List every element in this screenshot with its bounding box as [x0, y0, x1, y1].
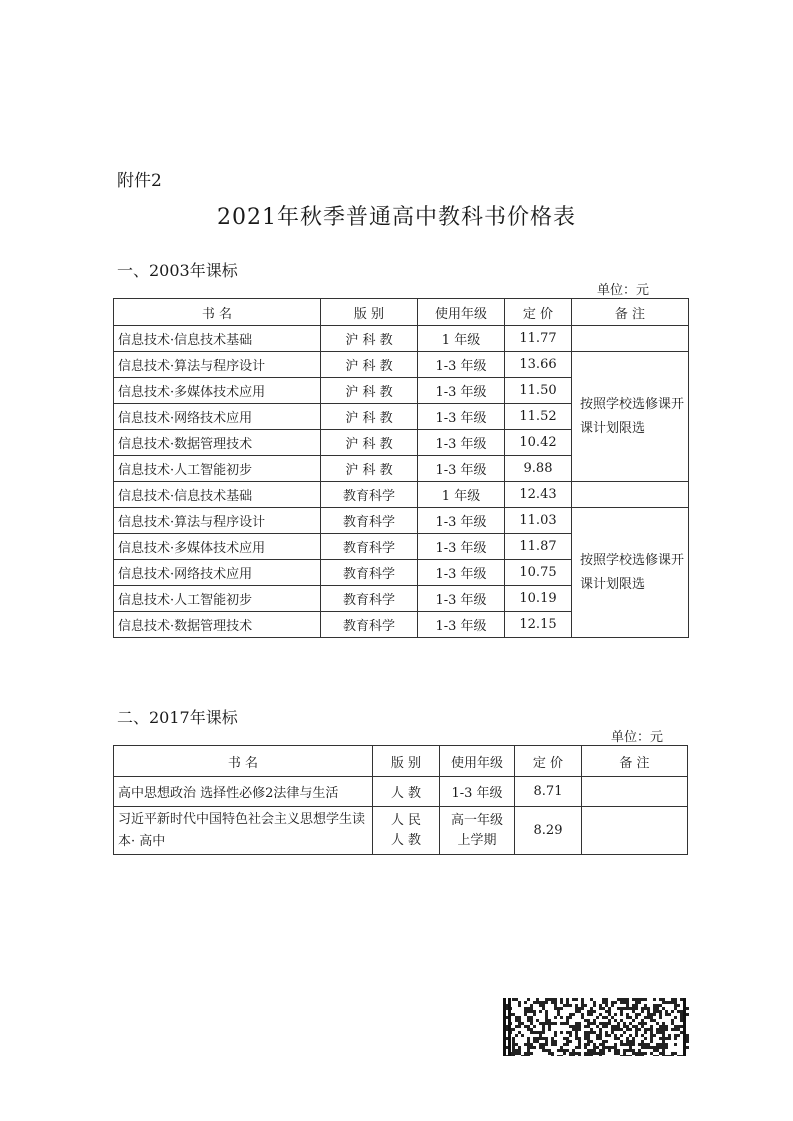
price: 12.43 [505, 482, 572, 508]
edition: 教育科学 [321, 534, 418, 560]
book-name: 信息技术·算法与程序设计 [114, 352, 321, 378]
table-row [114, 807, 688, 855]
col-header-note: 备 注 [572, 299, 689, 326]
edition: 教育科学 [321, 508, 418, 534]
grade: 1-3 年级 [418, 456, 505, 482]
grade: 1-3 年级 [440, 777, 515, 807]
grade: 1-3 年级 [418, 612, 505, 638]
table-header-row [114, 299, 689, 326]
col-header-price: 定 价 [515, 746, 582, 777]
book-name: 信息技术·数据管理技术 [114, 612, 321, 638]
price: 11.52 [505, 404, 572, 430]
grade: 1-3 年级 [418, 508, 505, 534]
edition: 沪 科 教 [321, 326, 418, 352]
price: 10.75 [505, 560, 572, 586]
note-empty [582, 807, 688, 855]
book-name: 信息技术·数据管理技术 [114, 430, 321, 456]
grade: 1-3 年级 [418, 430, 505, 456]
edition: 沪 科 教 [321, 404, 418, 430]
price: 11.87 [505, 534, 572, 560]
price: 13.66 [505, 352, 572, 378]
price: 9.88 [505, 456, 572, 482]
edition: 沪 科 教 [321, 378, 418, 404]
table-header-row [114, 746, 688, 777]
edition: 教育科学 [321, 586, 418, 612]
edition [373, 807, 440, 855]
grade [440, 807, 515, 855]
price: 12.15 [505, 612, 572, 638]
edition: 人 教 [373, 777, 440, 807]
book-name: 信息技术·信息技术基础 [114, 326, 321, 352]
col-header-grade: 使用年级 [418, 299, 505, 326]
grade: 1 年级 [418, 482, 505, 508]
edition: 沪 科 教 [321, 352, 418, 378]
col-header-edition: 版 别 [373, 746, 440, 777]
grade-line: 高一年级 [450, 812, 503, 828]
col-header-name: 书 名 [114, 746, 373, 777]
grade: 1-3 年级 [418, 586, 505, 612]
document-title: 2021年秋季普通高中教科书价格表 [217, 205, 576, 230]
note-empty [572, 326, 689, 352]
col-header-note: 备 注 [582, 746, 688, 777]
unit-label: 单位：元 [597, 283, 650, 298]
note-elective-b: 按照学校选修课开课计划限选 [572, 508, 689, 638]
book-name: 信息技术·算法与程序设计 [114, 508, 321, 534]
book-name: 信息技术·人工智能初步 [114, 586, 321, 612]
grade: 1-3 年级 [418, 560, 505, 586]
barcode-image [503, 998, 689, 1056]
book-name: 信息技术·人工智能初步 [114, 456, 321, 482]
table-row [114, 326, 689, 352]
col-header-edition: 版 别 [321, 299, 418, 326]
book-name: 信息技术·信息技术基础 [114, 482, 321, 508]
col-header-price: 定 价 [505, 299, 572, 326]
col-header-name: 书 名 [114, 299, 321, 326]
price: 11.77 [505, 326, 572, 352]
price: 11.03 [505, 508, 572, 534]
table-row [114, 508, 689, 534]
price: 10.42 [505, 430, 572, 456]
section-heading-2003: 一、2003年课标 [117, 261, 238, 280]
section-heading-2017: 二、2017年课标 [117, 708, 238, 727]
edition: 教育科学 [321, 482, 418, 508]
note-elective-a: 按照学校选修课开课计划限选 [572, 352, 689, 482]
price-table-2003 [113, 298, 689, 638]
edition: 沪 科 教 [321, 430, 418, 456]
table-row [114, 482, 689, 508]
grade: 1-3 年级 [418, 534, 505, 560]
table-row [114, 777, 688, 807]
unit-label: 单位：元 [611, 730, 664, 745]
edition: 教育科学 [321, 560, 418, 586]
grade: 1-3 年级 [418, 378, 505, 404]
book-name: 信息技术·网络技术应用 [114, 404, 321, 430]
note-empty [572, 482, 689, 508]
grade: 1-3 年级 [418, 404, 505, 430]
book-name: 高中思想政治 选择性必修2法律与生活 [114, 777, 373, 807]
note-empty [582, 777, 688, 807]
grade: 1-3 年级 [418, 352, 505, 378]
book-name: 信息技术·多媒体技术应用 [114, 534, 321, 560]
book-name: 信息技术·网络技术应用 [114, 560, 321, 586]
book-name: 习近平新时代中国特色社会主义思想学生读本· 高中 [114, 807, 373, 855]
attachment-label: 附件2 [117, 171, 162, 191]
edition: 沪 科 教 [321, 456, 418, 482]
col-header-grade: 使用年级 [440, 746, 515, 777]
price-table-2017 [113, 745, 688, 855]
grade-line: 上学期 [457, 832, 497, 848]
price: 8.71 [515, 777, 582, 807]
edition: 教育科学 [321, 612, 418, 638]
price: 10.19 [505, 586, 572, 612]
price: 8.29 [515, 807, 582, 855]
grade: 1 年级 [418, 326, 505, 352]
table-row [114, 352, 689, 378]
book-name: 信息技术·多媒体技术应用 [114, 378, 321, 404]
edition-line: 人 民 [390, 812, 422, 828]
edition-line: 人 教 [390, 832, 422, 848]
price: 11.50 [505, 378, 572, 404]
